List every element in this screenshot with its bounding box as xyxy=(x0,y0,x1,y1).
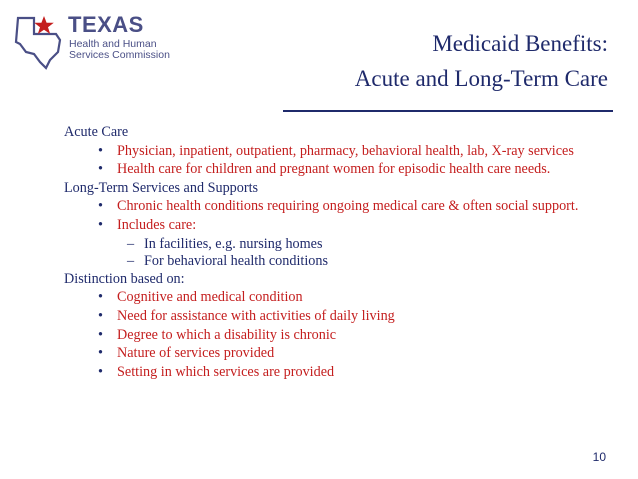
sub-bullet-item xyxy=(64,253,604,270)
logo-subtitle-line1: Health and Human xyxy=(69,38,157,50)
bullet-item xyxy=(64,217,604,234)
bullet-text: Includes care: xyxy=(117,216,197,233)
bullet-item xyxy=(64,143,604,160)
sub-bullet-marker: – xyxy=(127,253,135,270)
bullet-item xyxy=(64,327,604,344)
bullet-marker: • xyxy=(98,142,103,159)
bullet-marker: • xyxy=(98,216,103,233)
bullet-marker: • xyxy=(98,198,103,215)
bullet-marker: • xyxy=(98,307,103,324)
texas-star-logo-icon xyxy=(12,12,64,70)
bullet-text: Cognitive and medical condition xyxy=(117,289,303,306)
logo-title: TEXAS xyxy=(68,12,144,37)
section-heading-acute: Acute Care xyxy=(64,124,129,140)
title-divider xyxy=(283,110,613,112)
bullet-text: Chronic health conditions requiring ongoing medical care & often social support. xyxy=(117,198,579,215)
bullet-marker: • xyxy=(98,363,103,380)
bullet-item xyxy=(64,345,604,362)
slide-title xyxy=(355,26,608,96)
sub-bullet-text: In facilities, e.g. nursing homes xyxy=(144,235,323,252)
slide-body xyxy=(64,124,604,382)
sub-bullet-text: For behavioral health conditions xyxy=(144,253,329,270)
bullet-item xyxy=(64,161,604,178)
bullet-text: Need for assistance with activities of daily living xyxy=(117,307,395,324)
bullet-text: Health care for children and pregnant women for episodic health care needs. xyxy=(117,161,551,178)
sub-bullet-item xyxy=(64,236,604,253)
bullet-text: Setting in which services are provided xyxy=(117,363,335,380)
bullet-text: Nature of services provided xyxy=(117,345,275,362)
logo-subtitle-line2: Services Commission xyxy=(69,49,170,61)
bullet-item xyxy=(64,308,604,325)
bullet-marker: • xyxy=(98,161,103,178)
bullet-item xyxy=(64,289,604,306)
bullet-marker: • xyxy=(98,289,103,306)
page-number: 10 xyxy=(592,450,606,464)
bullet-text: Degree to which a disability is chronic xyxy=(117,326,337,343)
bullet-marker: • xyxy=(98,326,103,343)
bullet-text: Physician, inpatient, outpatient, pharmacy, behavioral health, lab, X-ray services xyxy=(117,142,574,159)
sub-bullet-marker: – xyxy=(127,235,135,252)
section-heading-distinction: Distinction based on: xyxy=(64,270,185,287)
section-heading-ltss: Long-Term Services and Supports xyxy=(64,179,259,196)
bullet-marker: • xyxy=(98,345,103,362)
bullet-item xyxy=(64,198,604,215)
hhsc-logo xyxy=(12,12,182,72)
slide-title-line2: Acute and Long-Term Care xyxy=(354,66,608,91)
bullet-item xyxy=(64,364,604,381)
slide-title-line1: Medicaid Benefits: xyxy=(432,31,608,56)
